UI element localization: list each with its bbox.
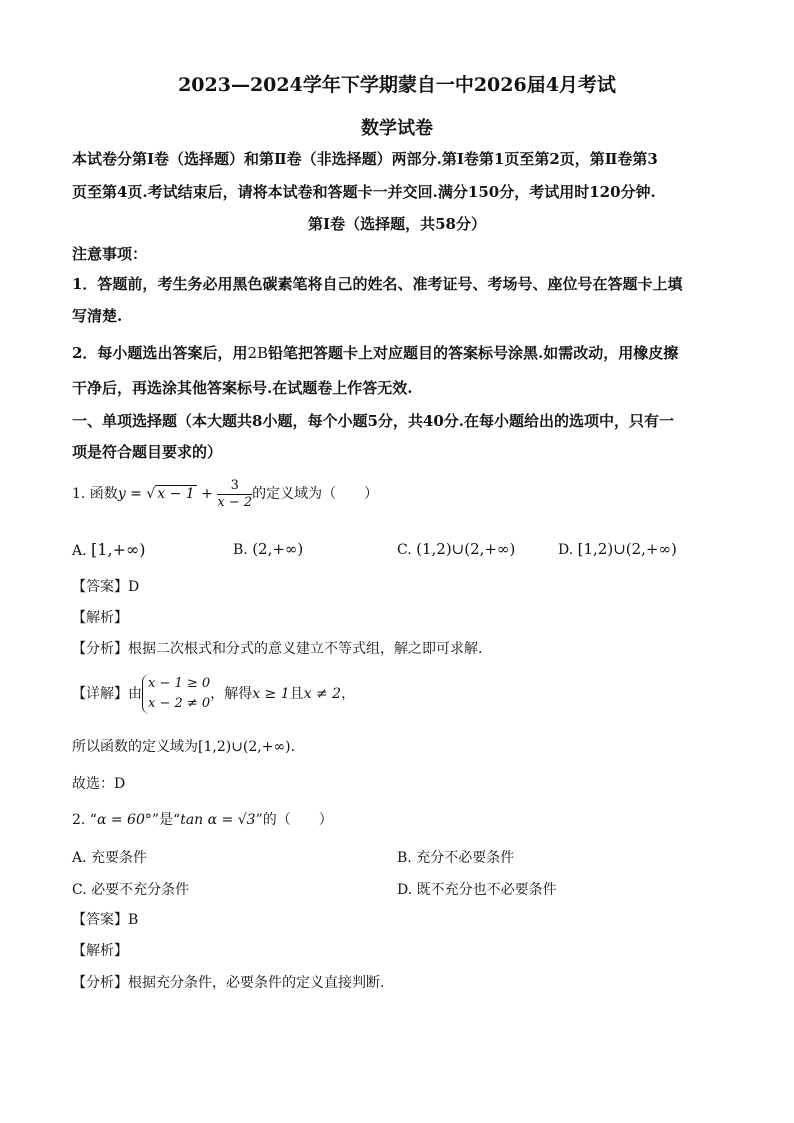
q1-cond-2: x ≠ 2 — [303, 686, 342, 702]
q2-option-c: C. 必要不充分条件 — [72, 882, 190, 898]
q2-tan: tan α = √3 — [180, 812, 256, 828]
q2-stem: 2. “α = 60°”是“tan α = √3”的（ ） — [72, 812, 333, 828]
q2-analysis: 【解析】 — [72, 943, 128, 959]
q1-option-d: D. [1,2)∪(2,+∞) — [558, 540, 677, 558]
q1-sqrt-arg: x − 1 — [157, 486, 195, 502]
exam-subject: 数学试卷 — [361, 118, 433, 139]
q1-frac-den: x − 2 — [217, 494, 253, 510]
q1-analysis: 【解析】 — [72, 610, 128, 626]
q1-fraction — [217, 478, 252, 511]
q1-prefix: 1. 函数 — [72, 486, 118, 502]
q1-detail-post: ， — [341, 686, 356, 702]
q1-suffix: 的定义域为（ ） — [252, 486, 379, 502]
q2-option-a: A. 充要条件 — [72, 850, 148, 866]
q1-sys-line-2: x − 2 ≠ 0 — [148, 696, 211, 711]
section1-line-2: 项是符合题目要求的） — [72, 443, 223, 461]
q1-stem: 1. 函数y = √ x − 1 + $\frac{3}{x - 2}$ 的定义域为（ ） — [72, 477, 379, 510]
q1-fenxi: 【分析】根据二次根式和分式的意义建立不等式组，解之即可求解. — [72, 641, 483, 657]
q1-detail — [72, 672, 355, 716]
note-2-pencil: 2B — [247, 344, 269, 362]
q1-plus: + — [196, 486, 218, 502]
note-2-post: 铅笔把答题卡上对应题目的答案标号涂黑.如需改动，用橡皮擦 — [268, 344, 679, 362]
intro-line-1: 本试卷分第Ⅰ卷（选择题）和第Ⅱ卷（非选择题）两部分.第Ⅰ卷第1页至第2页，第Ⅱ卷第3 — [72, 150, 658, 168]
note-1-line-2: 写清楚. — [72, 307, 123, 325]
q1-frac-num: 3 — [217, 478, 252, 495]
exam-title: 2023—2024学年下学期蒙自一中2026届4月考试 — [178, 74, 616, 96]
q1-conclusion-math: [1,2)∪(2,+∞) — [198, 739, 291, 755]
q2-fenxi: 【分析】根据充分条件，必要条件的定义直接判断. — [72, 975, 385, 991]
q1-and: 且 — [289, 686, 304, 702]
note-2-pre: 2．每小题选出答案后，用 — [72, 344, 248, 362]
note-2-line-1 — [72, 343, 678, 363]
q1-inequality-system — [142, 674, 210, 714]
q1-detail-pre: 【详解】由 — [72, 686, 142, 702]
q1-func-lhs: y = — [117, 486, 147, 502]
q1-cond-1: x ≥ 1 — [252, 686, 290, 702]
q1-answer: 【答案】D — [72, 579, 140, 595]
q1-option-b: B. (2,+∞) — [233, 540, 304, 558]
note-2-line-2: 干净后，再选涂其他答案标号.在试题卷上作答无效. — [72, 379, 413, 397]
note-1-line-1: 1．答题前，考生务必用黑色碳素笔将自己的姓名、准考证号、考场号、座位号在答题卡上填 — [72, 275, 683, 293]
q2-alpha: α = 60° — [96, 812, 152, 828]
q1-choose: 故选：D — [72, 776, 126, 792]
part1-heading: 第Ⅰ卷（选择题，共58分） — [308, 215, 486, 233]
q1-option-c: C. (1,2)∪(2,+∞) — [397, 540, 516, 558]
q2-option-d: D. 既不充分也不必要条件 — [397, 882, 557, 898]
notes-heading: 注意事项： — [72, 245, 148, 263]
q1-detail-mid: ，解得 — [210, 686, 253, 702]
q2-option-b: B. 充分不必要条件 — [397, 850, 515, 866]
section1-line-1: 一、单项选择题（本大题共8小题，每个小题5分，共40分.在每小题给出的选项中，只有一 — [72, 412, 674, 430]
q2-answer: 【答案】B — [72, 912, 139, 928]
q1-option-a: A. [1,+∞) — [72, 540, 146, 559]
q1-sys-line-1: x − 1 ≥ 0 — [148, 676, 211, 691]
q1-conclusion: 所以函数的定义域为[1,2)∪(2,+∞). — [72, 739, 296, 755]
intro-line-2: 页至第4页.考试结束后，请将本试卷和答题卡一并交回.满分150分，考试用时120分钟. — [72, 183, 656, 201]
